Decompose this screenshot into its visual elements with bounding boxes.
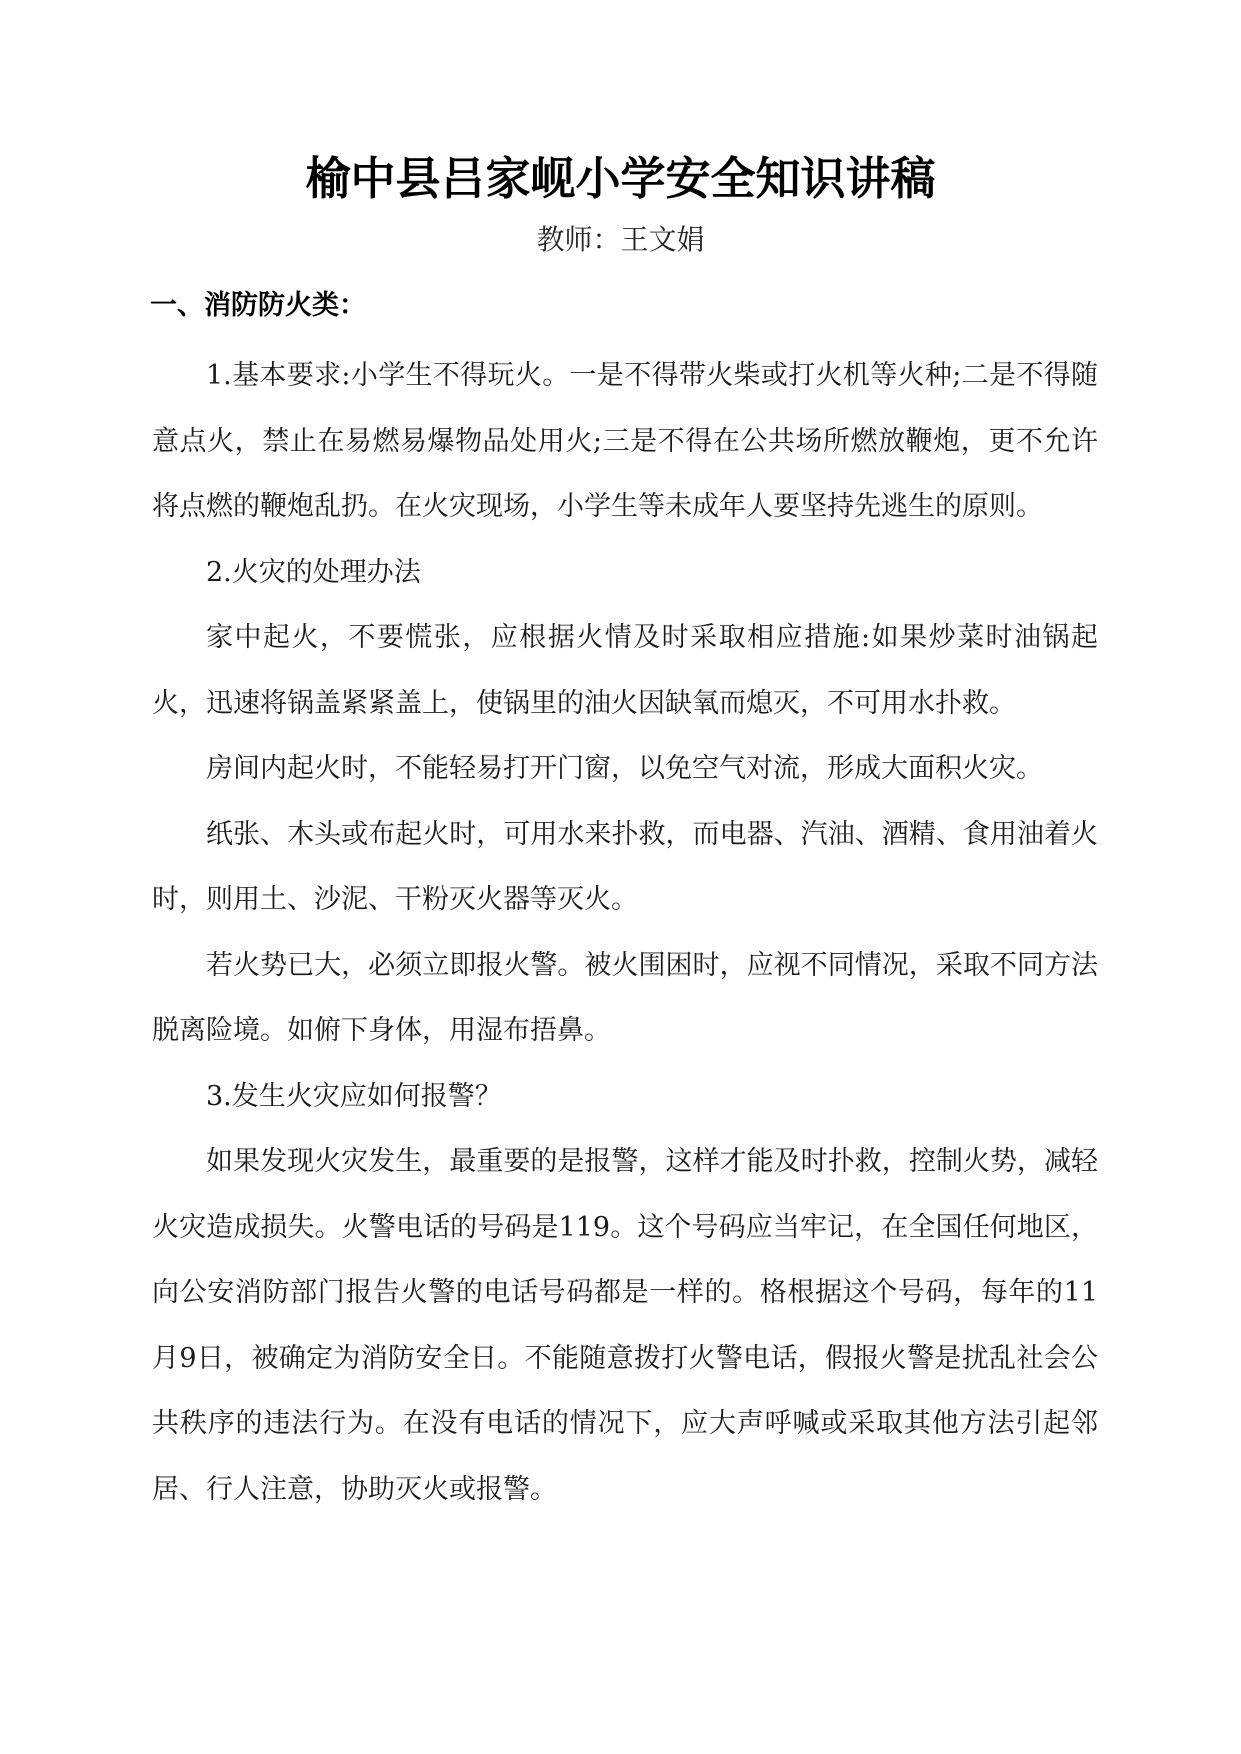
paragraph-alarm-heading: 3.发生火灾应如何报警？ (206, 1080, 502, 1112)
paragraph-extinguish-methods: 纸张、木头或布起火时，可用水来扑救，而电器、汽油、酒精、食用油着火时，则用土、沙泥、干粉灭火器等灭火。 (152, 818, 1098, 915)
paragraph-large-fire: 若火势已大，必须立即报火警。被火围困时，应视不同情况，采取不同方法脱离险境。如俯下身体，用湿布捂鼻。 (152, 949, 1098, 1046)
paragraph-room-fire: 房间内起火时，不能轻易打开门窗，以免空气对流，形成大面积火灾。 (206, 753, 1043, 784)
section-heading: 一、消防防火类： (150, 290, 366, 321)
document-body (152, 343, 1098, 1522)
paragraph-alarm-details: 如果发现火灾发生，最重要的是报警，这样才能及时扑救，控制火势，减轻火灾造成损失。火警电话的号码是119。这个号码应当牢记，在全国任何地区，向公安消防部门报告火警的电话号码都是一样的。格根据这个号码，每年的11月9日，被确定为消防安全日。不能随意拨打火警电话，假报火警是扰乱社会公共秩序的违法行为。在没有电话的情况下，应大声呼喊或采取其他方法引起邻居、行人注意，协助灭火或报警。 (152, 1146, 1098, 1505)
paragraph-basic-requirements: 1.基本要求:小学生不得玩火。一是不得带火柴或打火机等火种;二是不得随意点火，禁止在易燃易爆物品处用火;三是不得在公共场所燃放鞭炮，更不允许将点燃的鞭炮乱扔。在火灾现场，小学生等未成年人要坚持先逃生的原则。 (152, 360, 1098, 522)
paragraph-home-fire: 家中起火，不要慌张，应根据火情及时采取相应措施:如果炒菜时油锅起火，迅速将锅盖紧紧盖上，使锅里的油火因缺氧而熄灭，不可用水扑救。 (152, 622, 1098, 719)
author-line: 教师：王文娟 (536, 223, 705, 256)
paragraph-fire-handling-heading: 2.火灾的处理办法 (206, 556, 421, 588)
document-title: 榆中县吕家岘小学安全知识讲稿 (305, 152, 936, 205)
